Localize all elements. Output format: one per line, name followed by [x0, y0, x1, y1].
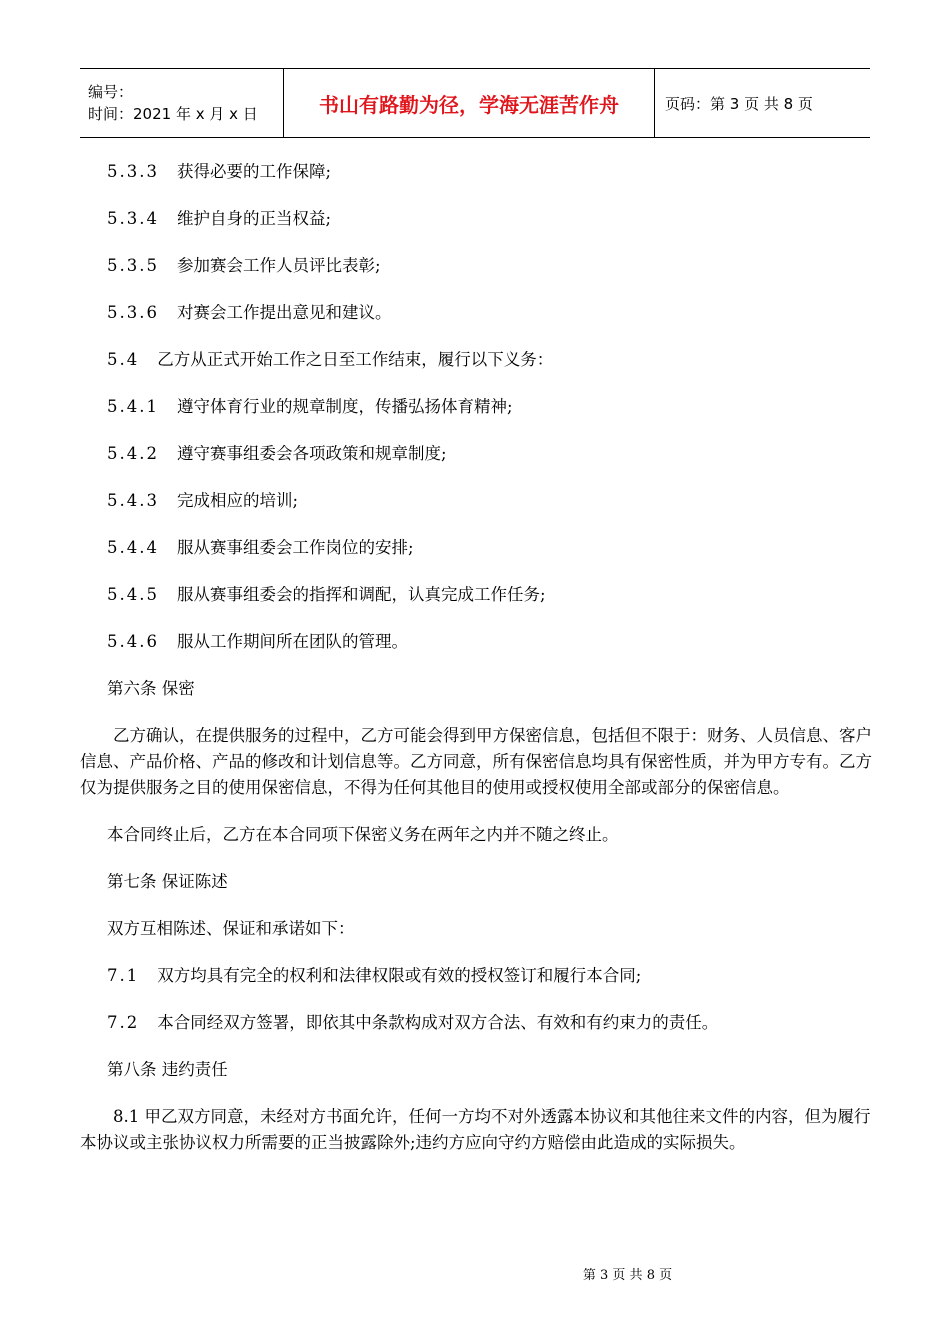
clause-5-4-4: 5.4.4 服从赛事组委会工作岗位的安排;: [107, 538, 414, 557]
clause-5-4-1: 5.4.1 遵守体育行业的规章制度，传播弘扬体育精神;: [107, 397, 513, 416]
clause-5-3-6: 5.3.6 对赛会工作提出意见和建议。: [107, 303, 392, 322]
page-header: [80, 68, 870, 138]
clause-7-1: 7.1 双方均具有完全的权利和法律权限或有效的授权签订和履行本合同;: [107, 966, 642, 985]
footer-page-number: 第 3 页 共 8 页: [582, 1268, 673, 1283]
header-page-number: 页码：第 3 页 共 8 页: [665, 94, 813, 113]
article-8-title: 第八条 违约责任: [107, 1060, 228, 1079]
header-motto: 书山有路勤为径，学海无涯苦作舟: [283, 69, 655, 137]
article-6-paragraph-1: 乙方确认，在提供服务的过程中，乙方可能会得到甲方保密信息，包括但不限于：财务、人员信息、客户信息、产品价格、产品的修改和计划信息等。乙方同意，所有保密信息均具有保密性质，并为甲方专有。乙方仅为提供服务之目的使用保密信息，不得为任何其他目的使用或授权使用全部或部分的保密信息。: [80, 726, 872, 797]
page-footer: [0, 1264, 950, 1283]
article-6-title: 第六条 保密: [107, 679, 195, 698]
clause-5-4: 5.4 乙方从正式开始工作之日至工作结束，履行以下义务：: [107, 350, 554, 369]
document-body: [80, 148, 872, 1166]
clause-5-4-3: 5.4.3 完成相应的培训;: [107, 491, 299, 510]
article-7-title: 第七条 保证陈述: [107, 872, 228, 891]
clause-5-3-4: 5.3.4 维护自身的正当权益;: [107, 209, 332, 228]
clause-5-4-6: 5.4.6 服从工作期间所在团队的管理。: [107, 632, 408, 651]
clause-5-4-5: 5.4.5 服从赛事组委会的指挥和调配，认真完成工作任务;: [107, 585, 546, 604]
clause-8-1: 8.1 甲乙双方同意，未经对方书面允许，任何一方均不对外透露本协议和其他往来文件的内容，但为履行本协议或主张协议权力所需要的正当披露除外;违约方应向守约方赔偿由此造成的实际损失。: [80, 1107, 871, 1152]
clause-7-2: 7.2 本合同经双方签署，即依其中条款构成对双方合法、有效和有约束力的责任。: [107, 1013, 719, 1032]
document-date-label: 时间：2021 年 x 月 x 日: [88, 105, 258, 123]
clause-5-3-3: 5.3.3 获得必要的工作保障;: [107, 162, 332, 181]
header-meta: [80, 69, 283, 137]
article-7-intro: 双方互相陈述、保证和承诺如下：: [107, 919, 355, 938]
clause-5-3-5: 5.3.5 参加赛会工作人员评比表彰;: [107, 256, 381, 275]
article-6-paragraph-2: 本合同终止后，乙方在本合同项下保密义务在两年之内并不随之终止。: [107, 825, 619, 844]
document-number-label: 编号：: [88, 83, 134, 101]
clause-5-4-2: 5.4.2 遵守赛事组委会各项政策和规章制度;: [107, 444, 447, 463]
